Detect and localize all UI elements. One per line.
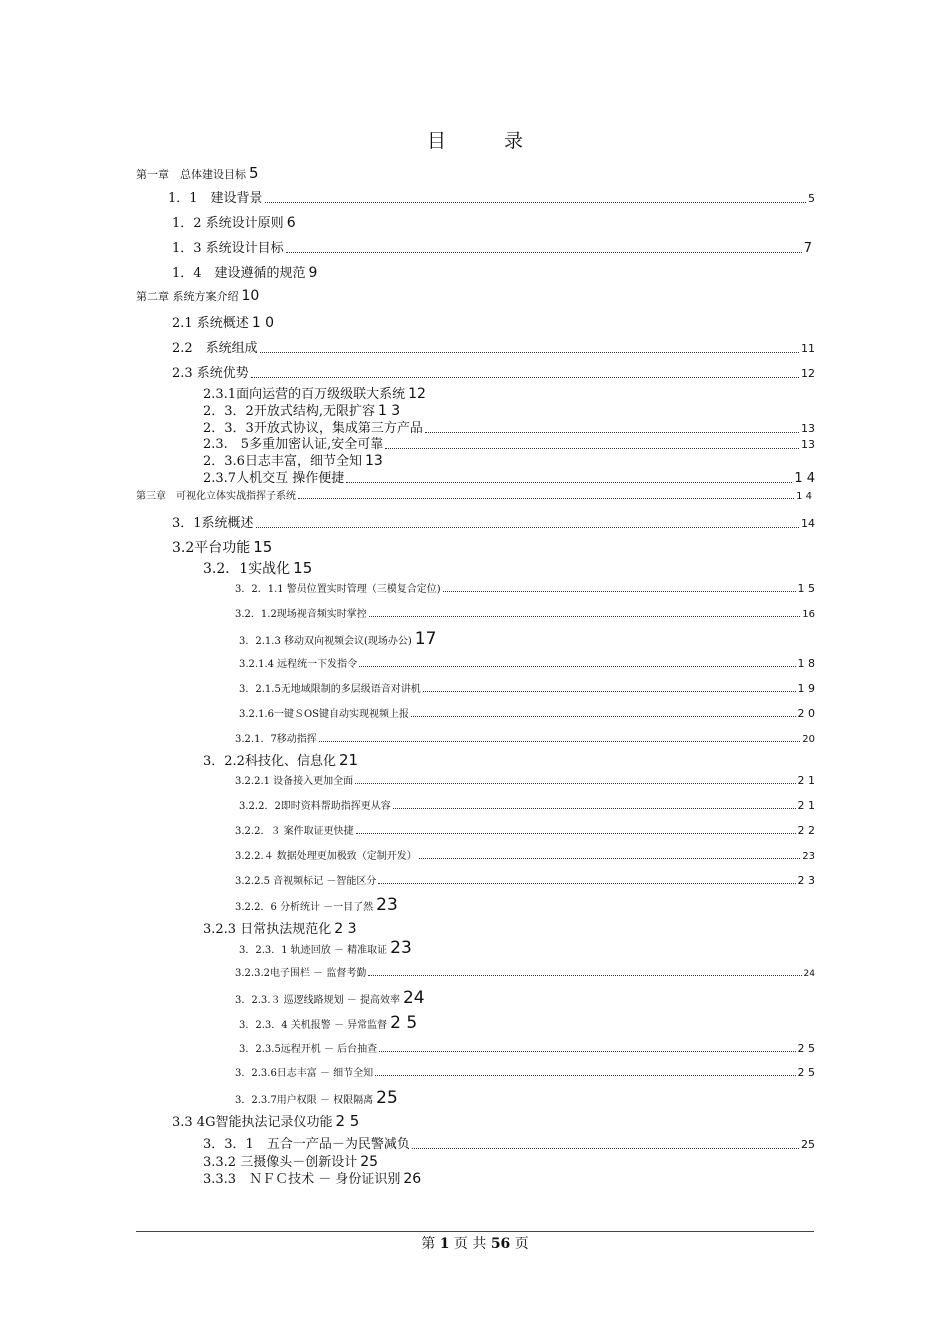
toc-entry-label: 3．2.3.5远程开机 － 后台抽查 xyxy=(239,1044,378,1055)
toc-entry-page: 2 5 xyxy=(797,1042,815,1055)
toc-entry-page: 5 xyxy=(808,192,815,205)
toc-entry-label: 3.3.2 三摄像头－创新设计 xyxy=(203,1155,358,1170)
toc-entry[interactable] xyxy=(235,847,815,862)
toc-entry-page: 1 5 xyxy=(797,582,815,595)
toc-entry-label: 2.2 系统组成 xyxy=(172,341,258,356)
toc-entry-page: 15 xyxy=(293,559,313,577)
toc-entry-page: 14 xyxy=(801,517,815,530)
toc-entry[interactable] xyxy=(172,237,812,256)
toc-entry-label: 1．2 系统设计原则 xyxy=(172,216,284,231)
toc-entry-label: 3．2.1.3 移动双向视频会议(现场办公) xyxy=(239,636,412,647)
toc-entry[interactable] xyxy=(235,772,815,787)
toc-entry[interactable] xyxy=(172,212,296,231)
toc-entry-page: 13 xyxy=(364,453,383,469)
toc-entry[interactable] xyxy=(172,262,317,281)
toc-entry-label: 3.2.2.5 音视频标记 －智能区分 xyxy=(235,876,377,887)
toc-entry-label: 3.2.1.6一键ＳOS键自动实现视频上报 xyxy=(239,709,410,720)
page-footer xyxy=(0,1233,950,1253)
toc-entry-page: 2 3 xyxy=(797,874,815,887)
toc-entry-page: 24 xyxy=(402,988,425,1008)
toc-dot-leader xyxy=(411,716,795,717)
toc-entry-label: 2.1 系统概述 xyxy=(172,316,249,331)
toc-entry-page: 23 xyxy=(802,851,815,862)
toc-entry-label: 第二章 系统方案介绍 xyxy=(136,290,239,303)
toc-dot-leader xyxy=(359,666,795,667)
toc-dot-leader xyxy=(412,1148,799,1149)
toc-dot-leader xyxy=(256,527,799,528)
toc-entry-page: 1 4 xyxy=(794,471,815,486)
toc-entry-page: 25 xyxy=(360,1154,379,1170)
toc-entry[interactable] xyxy=(239,629,436,649)
toc-entry-page: 13 xyxy=(801,438,815,451)
toc-entry-label: 1．1 建设背景 xyxy=(168,191,263,206)
toc-entry-label: 3.2.2.1 设备接入更加全面 xyxy=(235,776,354,787)
toc-entry-page: 9 xyxy=(308,265,318,281)
toc-entry-page: 12 xyxy=(408,386,426,402)
toc-entry-page: 2 1 xyxy=(797,774,815,787)
toc-entry[interactable] xyxy=(136,164,259,182)
toc-entry-page: 2 0 xyxy=(797,707,815,720)
toc-entry[interactable] xyxy=(203,1168,421,1187)
toc-entry-page: 2 3 xyxy=(334,921,357,937)
toc-entry-label: 3.2.2．6 分析统计 －一目了然 xyxy=(235,902,374,913)
toc-entry[interactable] xyxy=(136,487,812,502)
toc-entry-page: 2 2 xyxy=(797,824,815,837)
toc-entry[interactable] xyxy=(235,605,815,620)
toc-entry-label: 3.2平台功能 xyxy=(172,540,251,556)
toc-entry[interactable] xyxy=(239,1013,417,1033)
toc-entry[interactable] xyxy=(172,1111,359,1130)
toc-entry-label: 3.2.1．7移动指挥 xyxy=(235,734,317,745)
toc-entry[interactable] xyxy=(235,895,398,915)
toc-entry[interactable] xyxy=(239,797,815,812)
toc-entry-page: 23 xyxy=(390,938,412,958)
toc-entry[interactable] xyxy=(136,288,259,304)
toc-dot-leader xyxy=(260,352,799,353)
toc-entry-label: 3．2.3．4 关机报警 － 异常监督 xyxy=(239,1020,388,1031)
toc-entry-page: 25 xyxy=(801,1138,815,1151)
toc-entry-page: 25 xyxy=(376,1088,398,1108)
toc-entry-label: 2.3.1面向运营的百万级级联大系统 xyxy=(203,387,406,402)
toc-entry[interactable] xyxy=(235,872,815,887)
toc-entry-page: 1 0 xyxy=(251,315,275,331)
toc-entry[interactable] xyxy=(239,705,815,720)
footer-suffix: 页 xyxy=(514,1236,529,1252)
toc-dot-leader xyxy=(356,833,796,834)
toc-entry-page: 15 xyxy=(253,538,273,556)
toc-entry[interactable] xyxy=(239,938,412,958)
toc-entry-label: 1．3 系统设计目标 xyxy=(172,241,284,256)
footer-current-page: 1 xyxy=(439,1236,450,1252)
toc-entry[interactable] xyxy=(235,1064,815,1079)
toc-entry[interactable] xyxy=(239,655,815,670)
toc-dot-leader xyxy=(385,448,799,449)
toc-entry-label: 3.2．1实战化 xyxy=(203,561,291,577)
toc-entry-page: 2 1 xyxy=(797,799,815,812)
toc-entry-label: 2.3. 5多重加密认证,安全可靠 xyxy=(203,437,384,452)
toc-title: 目 录 xyxy=(426,130,550,152)
toc-entry-page: 10 xyxy=(241,288,260,304)
toc-entry-label: 3．2.1.5无地域限制的多层级语音对讲机 xyxy=(239,684,421,695)
toc-entry[interactable] xyxy=(172,312,274,331)
toc-dot-leader xyxy=(423,691,796,692)
toc-entry-label: 第三章 可视化立体实战指挥子系统 xyxy=(136,491,296,502)
toc-entry-label: 2．3.6日志丰富，细节全知 xyxy=(203,454,362,469)
toc-dot-leader xyxy=(443,591,796,592)
toc-entry-page: 1 9 xyxy=(797,682,815,695)
toc-entry-label: 2．3．3开放式协议，集成第三方产品 xyxy=(203,421,423,436)
toc-entry[interactable] xyxy=(235,964,815,979)
toc-entry-page: 1 3 xyxy=(377,403,401,419)
toc-entry[interactable] xyxy=(203,558,312,578)
footer-prefix: 第 xyxy=(421,1236,436,1252)
toc-entry-page: 2 5 xyxy=(797,1066,815,1079)
toc-entry-page: 1 4 xyxy=(796,491,812,502)
footer-middle: 页 共 xyxy=(453,1236,487,1252)
toc-entry-page: 5 xyxy=(249,164,259,182)
toc-entry-page: 12 xyxy=(801,367,815,380)
footer-total-pages: 56 xyxy=(490,1236,511,1252)
toc-entry-page: 21 xyxy=(338,751,359,769)
toc-entry-label: 3．2.3．1 轨迹回放 － 精准取证 xyxy=(239,945,388,956)
toc-entry[interactable] xyxy=(235,988,425,1008)
toc-dot-leader xyxy=(265,202,806,203)
toc-entry[interactable] xyxy=(172,362,815,381)
toc-dot-leader xyxy=(368,975,801,976)
toc-entry-label: 2．3．2开放式结构,无限扩容 xyxy=(203,404,375,419)
toc-entry-label: 3．2.3.6日志丰富 － 细节全知 xyxy=(235,1068,374,1079)
toc-entry-label: 3.2.2.４ 数据处理更加极致（定制开发） xyxy=(235,851,417,862)
footer-divider xyxy=(136,1231,814,1232)
toc-dot-leader xyxy=(419,858,800,859)
toc-dot-leader xyxy=(251,377,799,378)
toc-entry-label: 3.2．1.2现场视音频实时掌控 xyxy=(235,609,367,620)
toc-entry[interactable] xyxy=(239,680,815,695)
toc-dot-leader xyxy=(286,252,802,253)
toc-entry-label: 3.2.1.4 远程统一下发指令 xyxy=(239,659,358,670)
toc-entry[interactable] xyxy=(203,1133,815,1152)
toc-entry[interactable] xyxy=(172,537,272,557)
toc-entry-label: 3．3．1 五合一产品－为民警减负 xyxy=(203,1137,410,1152)
toc-entry[interactable] xyxy=(235,822,815,837)
toc-entry-page: 11 xyxy=(801,342,815,355)
toc-dot-leader xyxy=(369,616,800,617)
toc-entry[interactable] xyxy=(172,337,815,356)
toc-entry-label: 3．1系统概述 xyxy=(172,516,254,531)
toc-entry-label: 3．2.2科技化、信息化 xyxy=(203,754,336,769)
toc-dot-leader xyxy=(298,498,794,499)
toc-dot-leader xyxy=(375,1075,795,1076)
toc-entry-label: 2.3.7人机交互 操作便捷 xyxy=(203,471,345,486)
toc-entry[interactable] xyxy=(203,467,815,486)
toc-entry[interactable] xyxy=(168,187,815,206)
toc-entry-label: 2.3 系统优势 xyxy=(172,366,249,381)
toc-entry-label: 1．4 建设遵循的规范 xyxy=(172,266,306,281)
toc-entry-page: 26 xyxy=(403,1171,422,1187)
toc-dot-leader xyxy=(379,1051,795,1052)
toc-entry-label: 第一章 总体建设目标 xyxy=(136,168,246,181)
toc-entry-page: 13 xyxy=(801,422,815,435)
toc-entry-page: 24 xyxy=(803,969,815,979)
toc-entry-label: 3.2.2．３ 案件取证更快捷 xyxy=(235,826,354,837)
toc-entry-page: 7 xyxy=(803,241,812,256)
toc-dot-leader xyxy=(378,883,795,884)
toc-entry-page: 1 8 xyxy=(797,657,815,670)
toc-entry-label: 3．2.3.３ 巡逻线路规划 － 提高效率 xyxy=(235,995,400,1006)
toc-entry-label: 3.2.3 日常执法规范化 xyxy=(203,922,332,937)
toc-entry-label: 3．2.3.7用户权限 － 权限隔离 xyxy=(235,1095,374,1106)
toc-entry[interactable] xyxy=(203,918,356,937)
toc-entry-label: 3.2.2．2即时资料帮助指挥更从容 xyxy=(239,801,391,812)
toc-entry-page: 20 xyxy=(802,734,815,745)
toc-entry-page: 17 xyxy=(414,629,437,649)
toc-entry[interactable] xyxy=(235,580,815,595)
toc-entry[interactable] xyxy=(239,1040,815,1055)
toc-entry-page: 23 xyxy=(376,895,398,915)
toc-entry[interactable] xyxy=(235,1088,398,1108)
toc-entry[interactable] xyxy=(235,730,815,745)
toc-entry-label: 3.2.3.2电子围栏 － 监督考勤 xyxy=(235,968,367,979)
toc-dot-leader xyxy=(319,741,800,742)
toc-entry[interactable] xyxy=(172,512,815,531)
toc-dot-leader xyxy=(355,783,795,784)
toc-dot-leader xyxy=(346,482,792,483)
toc-entry-page: 16 xyxy=(802,609,815,620)
toc-entry[interactable] xyxy=(203,750,358,769)
toc-dot-leader xyxy=(393,808,796,809)
toc-entry-page: 6 xyxy=(286,215,296,231)
toc-entry-label: 3.3.3 ＮＦＣ技术 － 身份证识别 xyxy=(203,1172,401,1187)
toc-entry-page: 2 5 xyxy=(335,1112,360,1130)
toc-entry-page: 2 5 xyxy=(390,1013,418,1033)
toc-entry-label: 3．2．1.1 警员位置实时管理（三模复合定位) xyxy=(235,584,441,595)
toc-entry-label: 3.3 4G智能执法记录仪功能 xyxy=(172,1115,333,1130)
